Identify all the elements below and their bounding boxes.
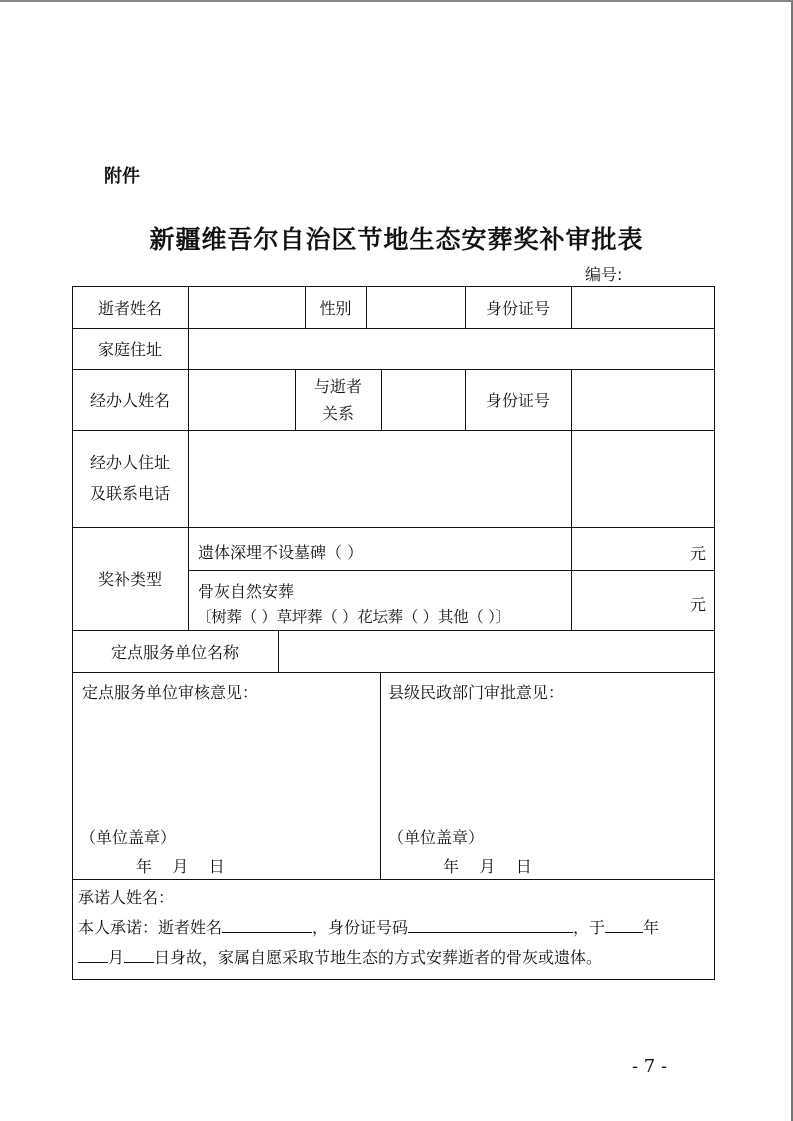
pledge-year-label: 年	[643, 918, 660, 937]
pledge-deceased-name-blank[interactable]	[222, 917, 312, 933]
pledge-line-2	[78, 945, 602, 968]
agent-address-field[interactable]	[189, 431, 571, 527]
option2-amount-field[interactable]	[572, 571, 688, 630]
civil-affairs-date: 年 月 日	[443, 857, 532, 876]
service-unit-opinion-title: 定点服务单位审核意见：	[82, 683, 259, 702]
home-address-label: 家庭住址	[97, 340, 162, 359]
promisor-name-label: 承诺人姓名：	[78, 888, 175, 907]
attachment-label: 附件	[104, 166, 140, 187]
pledge-line-1	[78, 915, 659, 938]
agent-name-label: 经办人姓名	[89, 391, 170, 410]
form-title: 新疆维吾尔自治区节地生态安葬奖补审批表	[149, 225, 644, 254]
serial-number-label: 编号:	[585, 265, 623, 284]
service-unit-label: 定点服务单位名称	[110, 642, 239, 662]
pledge-id-label: ，身份证号码	[312, 918, 409, 937]
agent-address-label-line2: 及联系电话	[89, 484, 170, 503]
agent-id-label: 身份证号	[485, 391, 550, 410]
civil-affairs-seal: （单位盖章）	[388, 828, 485, 847]
option2-unit: 元	[690, 595, 707, 614]
option1-unit: 元	[690, 544, 707, 563]
pledge-on-label: ，于	[573, 918, 606, 937]
service-unit-opinion-field[interactable]	[73, 705, 379, 815]
relation-label-line2: 关系	[321, 404, 354, 423]
agent-address-label-line1: 经办人住址	[89, 453, 170, 472]
option-ash-natural-burial[interactable]: 骨灰自然安葬	[198, 582, 295, 601]
subsidy-type-label: 奖补类型	[97, 570, 162, 589]
relation-label-line1: 与逝者	[313, 377, 362, 396]
pledge-statement: 日身故，家属自愿采取节地生态的方式安葬逝者的骨灰或遗体。	[154, 948, 603, 967]
option-deep-burial[interactable]: 遗体深埋不设墓碑（ ）	[198, 543, 364, 562]
ash-burial-options[interactable]: 〔树葬（ ）草坪葬（ ）花坛葬（ ）其他（ ）〕	[196, 608, 511, 626]
gender-field[interactable]	[367, 287, 465, 328]
home-address-field[interactable]	[189, 329, 714, 369]
civil-affairs-opinion-field[interactable]	[381, 705, 714, 815]
civil-affairs-opinion-title: 县级民政部门审批意见：	[388, 683, 565, 702]
agent-name-field[interactable]	[189, 370, 295, 430]
deceased-id-field[interactable]	[572, 287, 714, 328]
service-unit-seal: （单位盖章）	[80, 828, 177, 847]
service-unit-date: 年 月 日	[136, 857, 225, 876]
relation-field[interactable]	[382, 370, 465, 430]
deceased-name-field[interactable]	[189, 287, 305, 328]
table-border-bottom	[72, 979, 715, 980]
pledge-year-blank[interactable]	[605, 917, 643, 933]
service-unit-field[interactable]	[279, 631, 714, 672]
option1-amount-field[interactable]	[572, 528, 688, 570]
agent-address-label	[72, 430, 188, 527]
page-number: - 7 -	[632, 1056, 668, 1077]
pledge-month-blank[interactable]	[78, 947, 108, 963]
gender-label: 性别	[319, 298, 352, 318]
pledge-month-label: 月	[108, 948, 125, 967]
pledge-day-blank[interactable]	[124, 947, 154, 963]
pledge-id-blank[interactable]	[408, 917, 573, 933]
deceased-name-label: 逝者姓名	[97, 298, 162, 318]
table-line	[72, 879, 715, 880]
table-border-right	[714, 286, 715, 979]
pledge-deceased-name-label: 本人承诺：逝者姓名	[78, 918, 223, 937]
deceased-id-label: 身份证号	[485, 298, 550, 318]
table-line	[72, 672, 715, 673]
agent-phone-field[interactable]	[572, 431, 714, 527]
agent-id-field[interactable]	[572, 370, 714, 430]
relation-label	[295, 369, 381, 430]
